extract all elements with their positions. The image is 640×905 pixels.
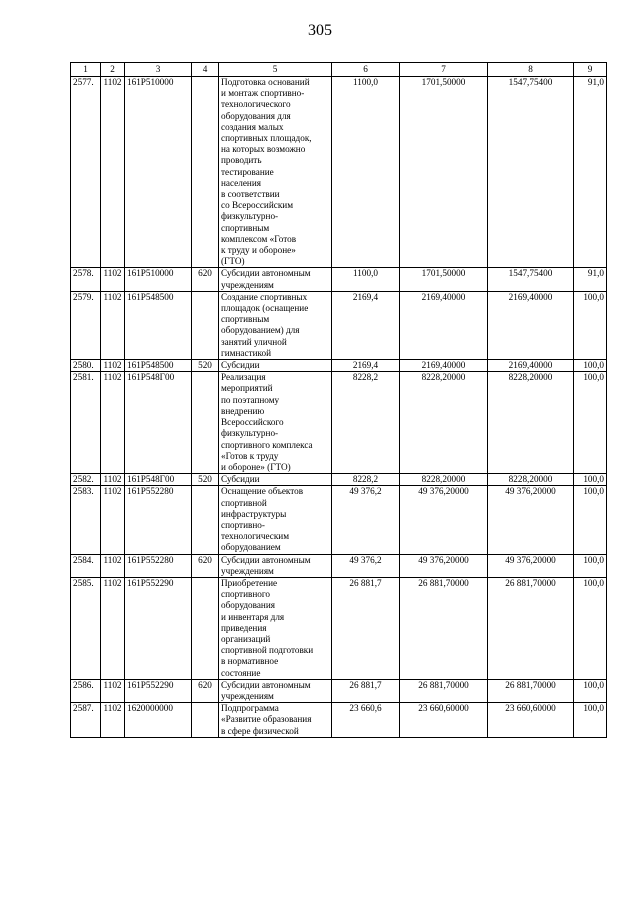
percent-col9: 91,0 xyxy=(574,77,607,268)
table-row xyxy=(71,268,607,291)
section-code: 1102 xyxy=(101,486,125,554)
value-col7: 1701,50000 xyxy=(400,77,488,268)
expense-type-code xyxy=(192,291,219,359)
row-number: 2578. xyxy=(71,268,101,291)
item-name: Субсидии автономным учреждениям xyxy=(219,679,332,702)
value-col6: 1100,0 xyxy=(332,77,400,268)
section-code: 1102 xyxy=(101,474,125,486)
expense-type-code: 620 xyxy=(192,679,219,702)
row-number: 2580. xyxy=(71,360,101,372)
value-col6: 1100,0 xyxy=(332,268,400,291)
section-code: 1102 xyxy=(101,291,125,359)
section-code: 1102 xyxy=(101,679,125,702)
target-item-code: 161P510000 xyxy=(125,77,192,268)
value-col8: 8228,20000 xyxy=(488,372,574,474)
value-col7: 2169,40000 xyxy=(400,360,488,372)
value-col7: 8228,20000 xyxy=(400,372,488,474)
target-item-code: 161P510000 xyxy=(125,268,192,291)
value-col8: 1547,75400 xyxy=(488,268,574,291)
expense-type-code xyxy=(192,577,219,679)
value-col8: 8228,20000 xyxy=(488,474,574,486)
section-code: 1102 xyxy=(101,360,125,372)
target-item-code: 161P548500 xyxy=(125,291,192,359)
expense-type-code xyxy=(192,372,219,474)
percent-col9: 100,0 xyxy=(574,554,607,577)
value-col8: 23 660,60000 xyxy=(488,703,574,738)
value-col6: 2169,4 xyxy=(332,291,400,359)
table-row xyxy=(71,577,607,679)
value-col6: 26 881,7 xyxy=(332,679,400,702)
value-col8: 1547,75400 xyxy=(488,77,574,268)
expense-type-code: 520 xyxy=(192,360,219,372)
item-name: Субсидии автономным учреждениям xyxy=(219,268,332,291)
row-number: 2581. xyxy=(71,372,101,474)
row-number: 2584. xyxy=(71,554,101,577)
value-col7: 49 376,20000 xyxy=(400,554,488,577)
value-col8: 2169,40000 xyxy=(488,360,574,372)
percent-col9: 100,0 xyxy=(574,372,607,474)
item-name: Оснащение объектов спортивной инфраструктуры спортивно- технологическим оборудованием xyxy=(219,486,332,554)
section-code: 1102 xyxy=(101,554,125,577)
header-cell: 6 xyxy=(332,63,400,77)
header-row xyxy=(71,63,607,77)
row-number: 2586. xyxy=(71,679,101,702)
percent-col9: 100,0 xyxy=(574,486,607,554)
row-number: 2585. xyxy=(71,577,101,679)
item-name: Подпрограмма «Развитие образования в сфере физической xyxy=(219,703,332,738)
section-code: 1102 xyxy=(101,577,125,679)
percent-col9: 100,0 xyxy=(574,577,607,679)
value-col7: 8228,20000 xyxy=(400,474,488,486)
target-item-code: 161P548500 xyxy=(125,360,192,372)
target-item-code: 161P548Г00 xyxy=(125,372,192,474)
table-row xyxy=(71,77,607,268)
table-row xyxy=(71,554,607,577)
value-col7: 26 881,70000 xyxy=(400,679,488,702)
value-col6: 8228,2 xyxy=(332,474,400,486)
header-cell: 9 xyxy=(574,63,607,77)
value-col6: 49 376,2 xyxy=(332,554,400,577)
header-cell: 1 xyxy=(71,63,101,77)
percent-col9: 100,0 xyxy=(574,679,607,702)
header-cell: 4 xyxy=(192,63,219,77)
header-cell: 5 xyxy=(219,63,332,77)
percent-col9: 100,0 xyxy=(574,291,607,359)
item-name: Субсидии автономным учреждениям xyxy=(219,554,332,577)
expense-type-code xyxy=(192,486,219,554)
expense-type-code: 620 xyxy=(192,554,219,577)
table-row xyxy=(71,679,607,702)
row-number: 2582. xyxy=(71,474,101,486)
header-cell: 8 xyxy=(488,63,574,77)
table-row xyxy=(71,360,607,372)
value-col8: 26 881,70000 xyxy=(488,577,574,679)
page-number: 305 xyxy=(308,22,332,39)
table-row xyxy=(71,372,607,474)
target-item-code: 161P552290 xyxy=(125,679,192,702)
value-col6: 23 660,6 xyxy=(332,703,400,738)
percent-col9: 100,0 xyxy=(574,474,607,486)
expense-type-code xyxy=(192,77,219,268)
value-col6: 8228,2 xyxy=(332,372,400,474)
value-col7: 23 660,60000 xyxy=(400,703,488,738)
value-col6: 26 881,7 xyxy=(332,577,400,679)
value-col7: 26 881,70000 xyxy=(400,577,488,679)
header-cell: 7 xyxy=(400,63,488,77)
target-item-code: 161P548Г00 xyxy=(125,474,192,486)
header-cell: 2 xyxy=(101,63,125,77)
row-number: 2583. xyxy=(71,486,101,554)
row-number: 2577. xyxy=(71,77,101,268)
value-col7: 49 376,20000 xyxy=(400,486,488,554)
section-code: 1102 xyxy=(101,77,125,268)
value-col8: 49 376,20000 xyxy=(488,486,574,554)
target-item-code: 161P552280 xyxy=(125,554,192,577)
value-col8: 49 376,20000 xyxy=(488,554,574,577)
expense-type-code xyxy=(192,703,219,738)
table-row xyxy=(71,474,607,486)
item-name: Реализация мероприятий по поэтапному внедрению Всероссийского физкультурно- спортивного комплекса «Готов к труду и обороне» (ГТО) xyxy=(219,372,332,474)
percent-col9: 100,0 xyxy=(574,360,607,372)
budget-table xyxy=(70,62,607,738)
target-item-code: 161P552290 xyxy=(125,577,192,679)
row-number: 2587. xyxy=(71,703,101,738)
expense-type-code: 520 xyxy=(192,474,219,486)
item-name: Подготовка оснований и монтаж спортивно- технологического оборудования для создания малых спортивных площадок, на которых возможно проводить тестирование населения в соответствии со Всероссийским физкультурно- спортивным комплексом «Готов к труду и обороне» (ГТО) xyxy=(219,77,332,268)
table-row xyxy=(71,291,607,359)
table-row xyxy=(71,486,607,554)
value-col8: 2169,40000 xyxy=(488,291,574,359)
value-col7: 1701,50000 xyxy=(400,268,488,291)
expense-type-code: 620 xyxy=(192,268,219,291)
target-item-code: 1620000000 xyxy=(125,703,192,738)
percent-col9: 100,0 xyxy=(574,703,607,738)
value-col8: 26 881,70000 xyxy=(488,679,574,702)
item-name: Субсидии xyxy=(219,474,332,486)
value-col6: 2169,4 xyxy=(332,360,400,372)
target-item-code: 161P552280 xyxy=(125,486,192,554)
item-name: Приобретение спортивного оборудования и инвентаря для приведения организаций спортивной подготовки в нормативное состояние xyxy=(219,577,332,679)
section-code: 1102 xyxy=(101,703,125,738)
item-name: Создание спортивных площадок (оснащение спортивным оборудованием) для занятий уличной гимнастикой xyxy=(219,291,332,359)
percent-col9: 91,0 xyxy=(574,268,607,291)
section-code: 1102 xyxy=(101,372,125,474)
row-number: 2579. xyxy=(71,291,101,359)
value-col6: 49 376,2 xyxy=(332,486,400,554)
item-name: Субсидии xyxy=(219,360,332,372)
value-col7: 2169,40000 xyxy=(400,291,488,359)
section-code: 1102 xyxy=(101,268,125,291)
header-cell: 3 xyxy=(125,63,192,77)
table-row xyxy=(71,703,607,738)
